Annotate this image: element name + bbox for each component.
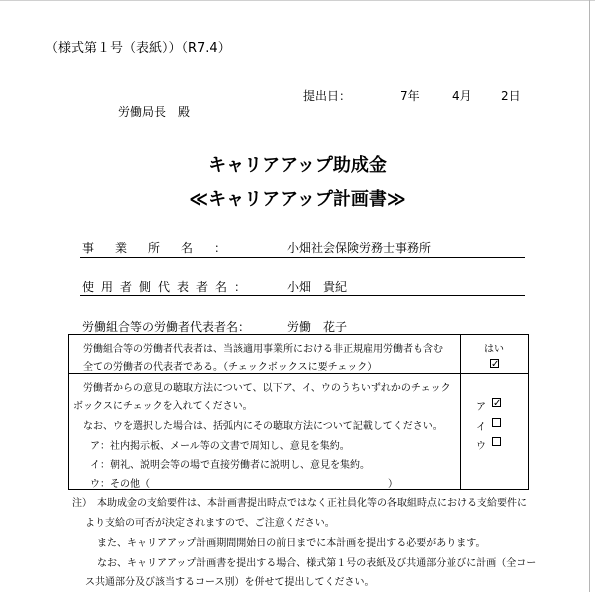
union-representative-value: 労働 花子 (287, 320, 348, 334)
employer-representative-label: 使用者側代表者名： (82, 280, 254, 294)
business-name-value: 小畑社会保険労務士事務所 (287, 241, 432, 255)
hearing-method-instruction-line2: ボックスにチェックを入れてください。 (73, 401, 253, 412)
check-mark-icon: ✓ (493, 398, 502, 409)
hearing-method-instruction-line1: 労働者からの意見の聴取方法について、以下ア、イ、ウのうちいずれかのチェック (83, 383, 451, 394)
option-a-checkbox[interactable] (492, 398, 501, 407)
representative-yes-label: はい (484, 344, 504, 355)
submission-date-label: 提出日： (303, 89, 352, 103)
option-a-mark: ア (476, 402, 486, 413)
business-name-label: 事業所名： (82, 241, 248, 255)
submission-date-day: 2日 (501, 89, 521, 103)
note-line4: なお、キャリアアップ計画書を提出する場合、様式第１号の表紙及び共通部分並びに計画（全コー (97, 558, 537, 569)
employer-representative-value: 小畑 貴紀 (287, 280, 348, 294)
option-u-closing-paren: ） (388, 479, 398, 490)
note-line2: より支給の可否が決定されますので、ご注意ください。 (85, 518, 335, 529)
option-i-text: イ：朝礼、説明会等の場で直接労働者に説明し、意見を集約。 (90, 460, 370, 471)
document-title: キャリアアップ助成金 (208, 155, 387, 176)
note-line3: また、キャリアアップ計画期間開始日の前日までに本計画を提出する必要があります。 (97, 538, 486, 549)
representative-yes-checkbox[interactable] (490, 359, 499, 368)
option-a-text: ア：社内掲示板、メール等の文書で周知し、意見を集約。 (90, 441, 350, 452)
addressee: 労働局長 殿 (118, 105, 191, 119)
submission-date-year: 7年 (400, 89, 420, 103)
option-u-text: ウ：その他（ (90, 479, 150, 490)
table-row-divider (68, 373, 528, 374)
page-top-border (0, 0, 595, 1)
note-line1: 本助成金の支給要件は、本計画書提出時点ではなく正社員化等の各取組時点における支給要件に (97, 498, 527, 509)
submission-date-month: 4月 (452, 89, 472, 103)
hearing-method-instruction-line3: なお、ウを選択した場合は、括弧内にその聴取方法について記載してください。 (83, 421, 443, 432)
option-u-checkbox[interactable] (492, 437, 501, 446)
employer-representative-underline (80, 295, 525, 296)
note-line5: ス共通部分及び該当するコース別）を併せて提出してください。 (85, 577, 375, 588)
form-number: （様式第１号（表紙））（R7.4） (45, 41, 231, 56)
note-prefix: 注） (72, 498, 92, 509)
document-subtitle: ≪キャリアアップ計画書≫ (189, 189, 406, 210)
business-name-underline (80, 257, 525, 258)
representative-statement-line2: 全ての労働者の代表者である。（チェックボックスに要チェック） (83, 362, 378, 373)
representative-statement-line1: 労働組合等の労働者代表者は、当該適用事業所における非正規雇用労働者も含む (83, 344, 443, 355)
option-u-mark: ウ (476, 441, 486, 452)
union-representative-label: 労働組合等の労働者代表者名： (82, 320, 251, 334)
table-column-divider (460, 334, 461, 489)
page-right-border (589, 0, 590, 592)
check-mark-icon: ✓ (491, 359, 500, 370)
option-i-checkbox[interactable] (492, 418, 501, 427)
option-i-mark: イ (476, 422, 486, 433)
